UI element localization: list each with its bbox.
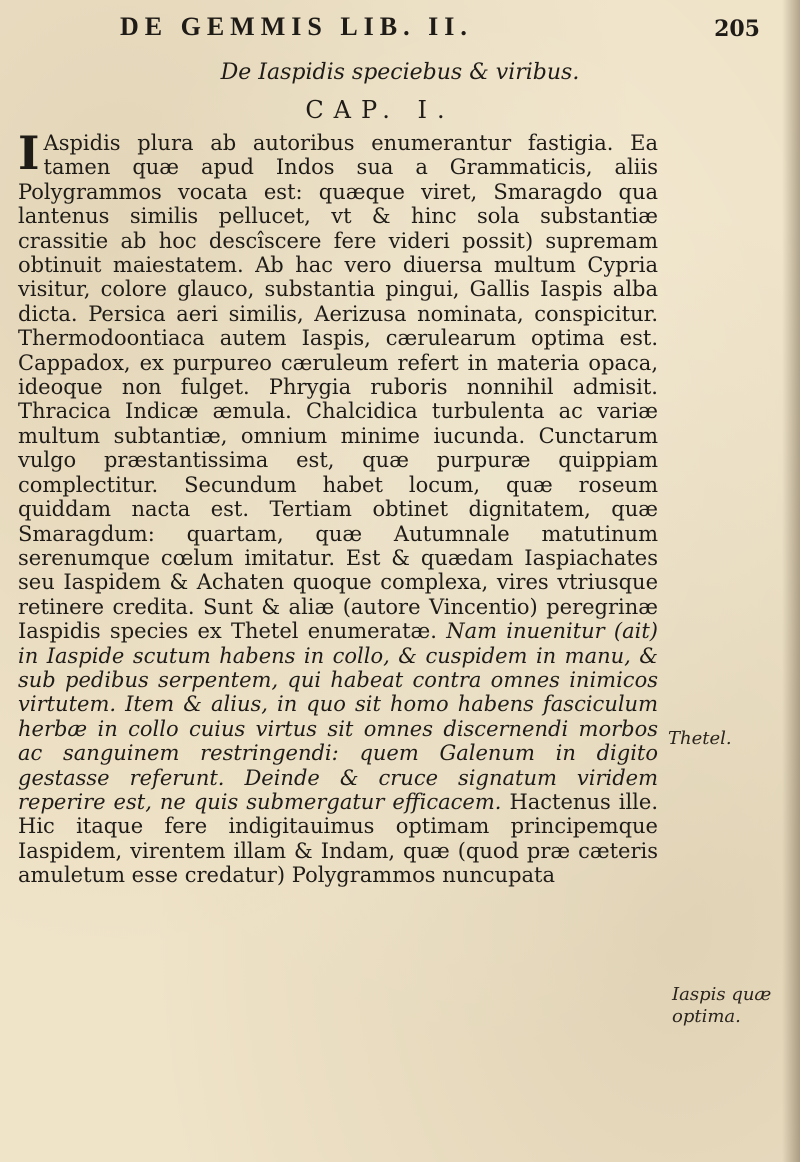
marginal-note-iaspis: Iaspis quæ optima. [672, 984, 772, 1027]
running-head: DE GEMMIS LIB. II. [120, 12, 473, 41]
paragraph-main-text: Aspidis plura ab autoribus enumerantur fastigia. Ea tamen quæ apud Indos sua a Grammaticis, aliis Polygrammos vocata est: quæque viret, Smaragdo qua lantenus similis pellucet, vt & hinc sola substantiæ crassitie ab hoc descîscere fere videri possit) supremam obtinuit maiestatem. Ab hac vero diuersa multum Cypria visitur, colore glauco, substantia pingui, Gallis Iaspis alba dicta. Persica aeri similis, Aerizusa nominata, conspicitur. Thermodoontiaca autem Iaspis, cærulearum optima est. Cappadox, ex purpureo cæruleum refert in materia opaca, ideoque non fulget. Phrygia ruboris nonnihil admisit. Thracica Indicæ æmula. Chalcidica turbulenta ac variæ multum subtantiæ, omnium minime iucunda. Cunctarum vulgo præstantissima est, quæ purpuræ quippiam complectitur. Secundum habet locum, quæ roseum quiddam nacta est. Tertiam obtinet dignitatem, quæ Smaragdum: quartam, quæ Autumnale matutinum serenumque cœlum imitatur. Est & quædam Iaspiachates seu Iaspidem & Achaten quoque complexa, vires vtriusque retinere credita. Sunt & aliæ (autore Vincentio) peregrinæ Iaspidis species ex Thetel enumeratæ. [18, 131, 658, 644]
page-gutter-shadow [782, 0, 800, 1162]
paragraph-closing-text: Hactenus ille. Hic itaque fere indigitauimus optimam principemque Iaspidem, virentem illam & Indam, quæ (quod præ cæteris amuletum esse credatur) Polygrammos nuncupata [18, 789, 658, 888]
paragraph-quotation: Nam inuenitur (ait) in Iaspide scutum habens in collo, & cuspidem in manu, & sub pedibus serpentem, qui habeat contra omnes inimicos virtutem. Item & alius, in quo sit homo habens fasciculum herbæ in collo cuius virtus sit omnes discernendi morbos ac sanguinem restringendi: quem Galenum in digito gestasse referunt. Deinde & cruce signatum viridem reperire est, ne quis submergatur efficacem. [18, 619, 658, 814]
marginal-note-thetel: Thetel. [668, 728, 732, 749]
body-text [18, 126, 658, 888]
paragraph [18, 126, 658, 888]
page-header [120, 12, 760, 52]
page-number: 205 [714, 16, 760, 42]
chapter-heading: CAP. I. [305, 96, 455, 124]
section-title: De Iaspidis speciebus & viribus. [220, 60, 580, 85]
drop-cap: I [18, 126, 40, 180]
